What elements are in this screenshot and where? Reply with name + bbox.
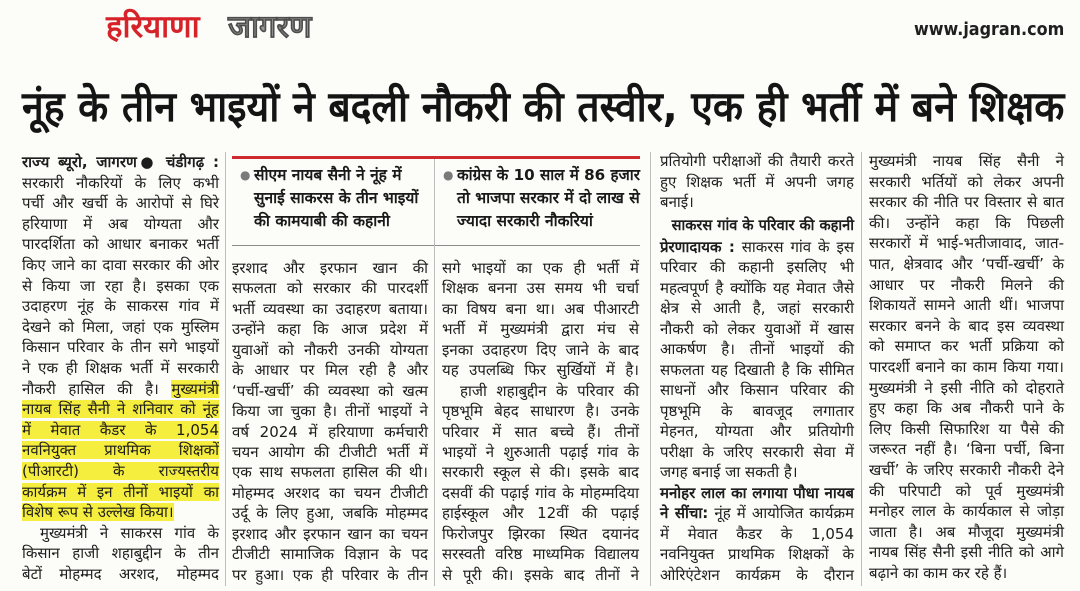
article-line: सरकार बनने के बाद इस व्यवस्था bbox=[869, 316, 1064, 335]
article-line bbox=[660, 237, 854, 258]
article-line: का विषय बना था। अब पीआरटी bbox=[442, 299, 639, 318]
highlighted-text: मुख्यमंत्री bbox=[171, 379, 219, 398]
article-line: मुख्यमंत्री ने साकरस गांव के bbox=[40, 523, 219, 542]
dateline: राज्य ब्यूरो, जागरण● चंडीगढ़ : bbox=[22, 153, 219, 171]
article-line: सरकार की नीति पर विस्तार से बात bbox=[869, 193, 1064, 212]
article-line: आधार पर नौकरी मिलने की bbox=[869, 275, 1064, 294]
article-line: इरशाद और इरफान खान का चयन bbox=[232, 524, 428, 543]
article-section bbox=[660, 237, 854, 586]
bullet-icon: ● bbox=[443, 168, 454, 182]
line-text: नूंह में आयोजित कार्यक्रम bbox=[714, 504, 855, 523]
article-line: लिए किसी सिफारिश या पैसे की bbox=[869, 419, 1064, 438]
column-divider bbox=[650, 152, 651, 586]
subheading: साकरस गांव के परिवार की कहानी bbox=[671, 215, 855, 234]
article-line: हुए कहा कि अब नौकरी पाने के bbox=[869, 399, 1064, 418]
article-line bbox=[22, 399, 219, 420]
article-line: पृष्ठभूमि बेहद साधारण है। उनके bbox=[442, 402, 639, 421]
article-line bbox=[22, 440, 219, 461]
blurb-bottom-rule bbox=[232, 245, 640, 246]
article-line: की परिपाटी को पूर्व मुख्यमंत्री bbox=[869, 481, 1064, 500]
article-line: पारदर्शिता को आधार बनाकर भर्ती bbox=[22, 235, 219, 254]
article-line: पर्ची और खर्ची के आरोपों से घिरे bbox=[22, 194, 219, 213]
article-line: ‘पर्ची-खर्ची’ की व्यवस्था को खत्म bbox=[232, 381, 428, 400]
article-line: हरियाणा में अब योग्यता और bbox=[22, 214, 219, 233]
article-line: ने एक ही शिक्षक भर्ती में सरकारी bbox=[22, 358, 219, 377]
article-line: मुख्यमंत्री ने इसी नीति को दोहराते bbox=[869, 378, 1064, 397]
article-line: नवनियुक्त प्राथमिक शिक्षकों के bbox=[660, 545, 854, 564]
blurb-line: कांग्रेस के 10 साल में 86 हजार bbox=[457, 166, 640, 184]
article-line: बेटों मोहम्मद अरशद, मोहम्मद bbox=[22, 564, 219, 583]
article-line: फिरोजपुर झिरका स्थित दयानंद bbox=[442, 524, 639, 543]
page-title: नूंह के तीन भाइयों ने बदली नौकरी की तस्वीर, एक ही भर्ती में बने शिक्षक bbox=[22, 82, 1065, 131]
article-line: मेहनत, योग्यता और प्रतियोगी bbox=[660, 422, 854, 441]
article-line: जगह बनाई जा सकती है। bbox=[660, 463, 798, 482]
article-line bbox=[22, 482, 219, 503]
bullet-icon: ● bbox=[240, 168, 251, 182]
article-line: ओरिएंटेशन कार्यक्रम के दौरान bbox=[660, 565, 854, 584]
article-line: सरकारों में भाई-भतीजावाद, जात- bbox=[869, 234, 1064, 253]
article-line: उदाहरण नूंह के साकरस गांव में bbox=[22, 297, 219, 316]
article-column-2 bbox=[232, 258, 428, 585]
article-line: उर्दू के लिए हुआ, जबकि मोहम्मद bbox=[232, 504, 428, 523]
article-line: क्षेत्र से आती है, जहां सरकारी bbox=[660, 299, 854, 318]
blurb-line: सुनाई साकरस के तीन भाइयों bbox=[254, 189, 419, 207]
article-line: साधनों और किसान परिवार की bbox=[660, 381, 854, 400]
article-line: युवाओं को नौकरी उनकी योग्यता bbox=[232, 340, 428, 359]
article-line: मुख्यमंत्री नायब सिंह सैनी ने bbox=[869, 152, 1064, 170]
article-line: खर्ची’ के जरिए सरकारी नौकरी देने bbox=[869, 460, 1064, 479]
article-line bbox=[660, 503, 854, 524]
article-line: देखने को मिला, जहां एक मुस्लिम bbox=[22, 317, 219, 336]
article-line: में मेवात कैडर के 1,054 bbox=[660, 524, 854, 543]
article-line: परिवार में सात बच्चे हैं। तीनों bbox=[442, 422, 639, 441]
highlighted-text: कार्यक्रम में इन तीनों भाइयों का bbox=[22, 482, 219, 501]
article-line: चयन आयोग की टीजीटी भर्ती में bbox=[232, 442, 428, 461]
article-line: सफलता यह दिखाती है कि सीमित bbox=[660, 360, 854, 379]
article-line: पारदर्शी बनाने का काम किया गया। bbox=[869, 357, 1064, 376]
article-line: दसवीं की पढ़ाई गांव के मोहम्मदिया bbox=[442, 483, 639, 502]
highlighted-text: विशेष रूप से उल्लेख किया। bbox=[22, 503, 174, 522]
article-line: शिक्षक बनना उस समय भी चर्चा bbox=[442, 279, 639, 298]
article-line: भर्ती व्यवस्था का उदाहरण बताया। bbox=[232, 299, 428, 318]
website-url: www.jagran.com bbox=[914, 19, 1065, 40]
blurb-line: की कामयाबी की कहानी bbox=[254, 212, 390, 230]
blurb-top-rule bbox=[232, 156, 640, 159]
article-line: नायब सिंह सैनी इसी नीति को आगे bbox=[869, 543, 1064, 562]
article-line: हुए शिक्षक भर्ती में अपनी जगह bbox=[660, 172, 854, 191]
article-line: सफलता को सरकार की पारदर्शी bbox=[232, 279, 428, 298]
article-line: हाजी शहाबुद्दीन के परिवार की bbox=[460, 381, 639, 400]
article-line: से किया जा रहा है। इसका एक bbox=[22, 276, 219, 295]
article-line: परीक्षा के जरिए सरकारी सेवा में bbox=[660, 442, 854, 461]
run-in-heading: ने सींचा: bbox=[660, 504, 709, 523]
article-line: मोहम्मद अरशद का चयन टीजीटी bbox=[232, 483, 428, 502]
article-line: सगे भाइयों का एक ही भर्ती में bbox=[442, 259, 639, 277]
article-line: पर हुआ। एक ही परिवार के तीन bbox=[232, 565, 428, 584]
article-line: की। उन्होंने कहा कि पिछली bbox=[869, 213, 1064, 232]
article-column-3 bbox=[442, 258, 639, 585]
article-line: उन्होंने कहा कि आज प्रदेश में bbox=[232, 320, 428, 339]
article-line: बनाई। bbox=[660, 193, 694, 212]
article-line: भर्ती में मुख्यमंत्री द्वारा मंच से bbox=[442, 320, 639, 339]
article-line: महत्वपूर्ण है क्योंकि यह मेवात जैसे bbox=[660, 278, 854, 297]
column-divider bbox=[434, 159, 435, 586]
article-line: पात, क्षेत्रवाद और ‘पर्ची-खर्ची’ के bbox=[869, 254, 1064, 273]
line-text: साकरस गांव के इस bbox=[741, 237, 854, 256]
blurb-line: ज्यादा सरकारी नौकरियां bbox=[457, 212, 593, 230]
article-line: जरूरत नहीं है। ‘बिना पर्ची, बिना bbox=[869, 440, 1064, 459]
article-line: सरकारी भर्तियों को लेकर अपनी bbox=[869, 172, 1064, 191]
line-text: नौकरी हासिल की है। bbox=[22, 379, 159, 398]
highlighted-text: नवनियुक्त प्राथमिक शिक्षकों bbox=[22, 441, 219, 460]
highlighted-text: में मेवात कैडर के 1,054 bbox=[22, 420, 219, 439]
blurb-line: सीएम नायब सैनी ने नूंह में bbox=[254, 166, 402, 184]
highlight-blurb-2 bbox=[436, 164, 640, 233]
article-line: नौकरी को लेकर युवाओं में खास bbox=[660, 319, 854, 338]
article-line: किसान हाजी शहाबुद्दीन के तीन bbox=[22, 544, 219, 563]
article-column-5 bbox=[869, 151, 1064, 583]
article-line: भाइयों ने शुरुआती पढ़ाई गांव के bbox=[442, 442, 639, 461]
masthead-brand-haryana: हरियाणा bbox=[106, 9, 200, 45]
highlight-blurb-1 bbox=[232, 164, 428, 233]
article-line: इनका उदाहरण दिए जाने के बाद bbox=[442, 340, 639, 359]
article-line bbox=[22, 461, 219, 482]
article-column-1 bbox=[22, 152, 219, 584]
article-line: हाईस्कूल और 12वीं की पढ़ाई bbox=[442, 504, 639, 523]
highlighted-text: (पीआरटी) के राज्यस्तरीय bbox=[22, 461, 219, 480]
article-line: वर्ष 2024 में हरियाणा कर्मचारी bbox=[232, 422, 428, 441]
article-line: किसान परिवार के तीन सगे भाइयों bbox=[22, 338, 219, 357]
run-in-heading: प्रेरणादायक : bbox=[660, 237, 735, 256]
article-line: किया जा चुका है। तीनों भाइयों ने bbox=[232, 402, 428, 421]
article-line: यह उपलब्धि फिर सुर्खियों में है। bbox=[442, 361, 639, 380]
run-in-heading: मनोहर लाल का लगाया पौधा नायब bbox=[660, 483, 854, 502]
article-line: पृष्ठभूमि के बावजूद लगातार bbox=[660, 401, 854, 420]
article-line: सरकारी नौकरियों के लिए कभी bbox=[22, 173, 219, 192]
masthead-brand-jagran: जागरण bbox=[228, 9, 312, 45]
article-column-4 bbox=[660, 151, 854, 585]
column-divider bbox=[861, 152, 862, 586]
article-line: परिवार की कहानी इसलिए भी bbox=[660, 258, 854, 277]
article-line: इरशाद और इरफान खान की bbox=[232, 259, 428, 277]
blurb-line: तो भाजपा सरकार में दो लाख से bbox=[457, 189, 640, 207]
article-line: सरकारी स्कूल से की। इसके बाद bbox=[442, 463, 639, 482]
article-line bbox=[22, 420, 219, 441]
article-line: बढ़ाने का काम कर रहे हैं। bbox=[869, 563, 1008, 582]
article-line: किए जाने का दावा सरकार की ओर bbox=[22, 255, 219, 274]
highlighted-text: नायब सिंह सैनी ने शनिवार को नूंह bbox=[22, 400, 219, 419]
article-line: के आधार पर मिल रही है और bbox=[232, 361, 428, 380]
article-line: को समाप्त कर भर्ती प्रक्रिया को bbox=[869, 337, 1064, 356]
article-line: एक साथ सफलता हासिल की थी। bbox=[232, 463, 428, 482]
article-line bbox=[22, 379, 219, 400]
article-line: प्रतियोगी परीक्षाओं की तैयारी करते bbox=[660, 152, 854, 170]
article-line bbox=[22, 502, 219, 523]
article-line: शिकायतें सामने आती थीं। भाजपा bbox=[869, 296, 1064, 315]
article-line: टीजीटी सामाजिक विज्ञान के पद bbox=[232, 545, 428, 564]
article-line: से पूरी की। इसके बाद तीनों ने bbox=[442, 565, 639, 584]
article-line: सरस्वती वरिष्ठ माध्यमिक विद्यालय bbox=[442, 545, 639, 564]
article-line: जाता है। अब मौजूदा मुख्यमंत्री bbox=[869, 522, 1064, 541]
column-divider bbox=[225, 152, 226, 586]
article-line: आकर्षण है। तीनों भाइयों की bbox=[660, 340, 854, 359]
article-line: मनोहर लाल के कार्यकाल से जोड़ा bbox=[869, 502, 1064, 521]
